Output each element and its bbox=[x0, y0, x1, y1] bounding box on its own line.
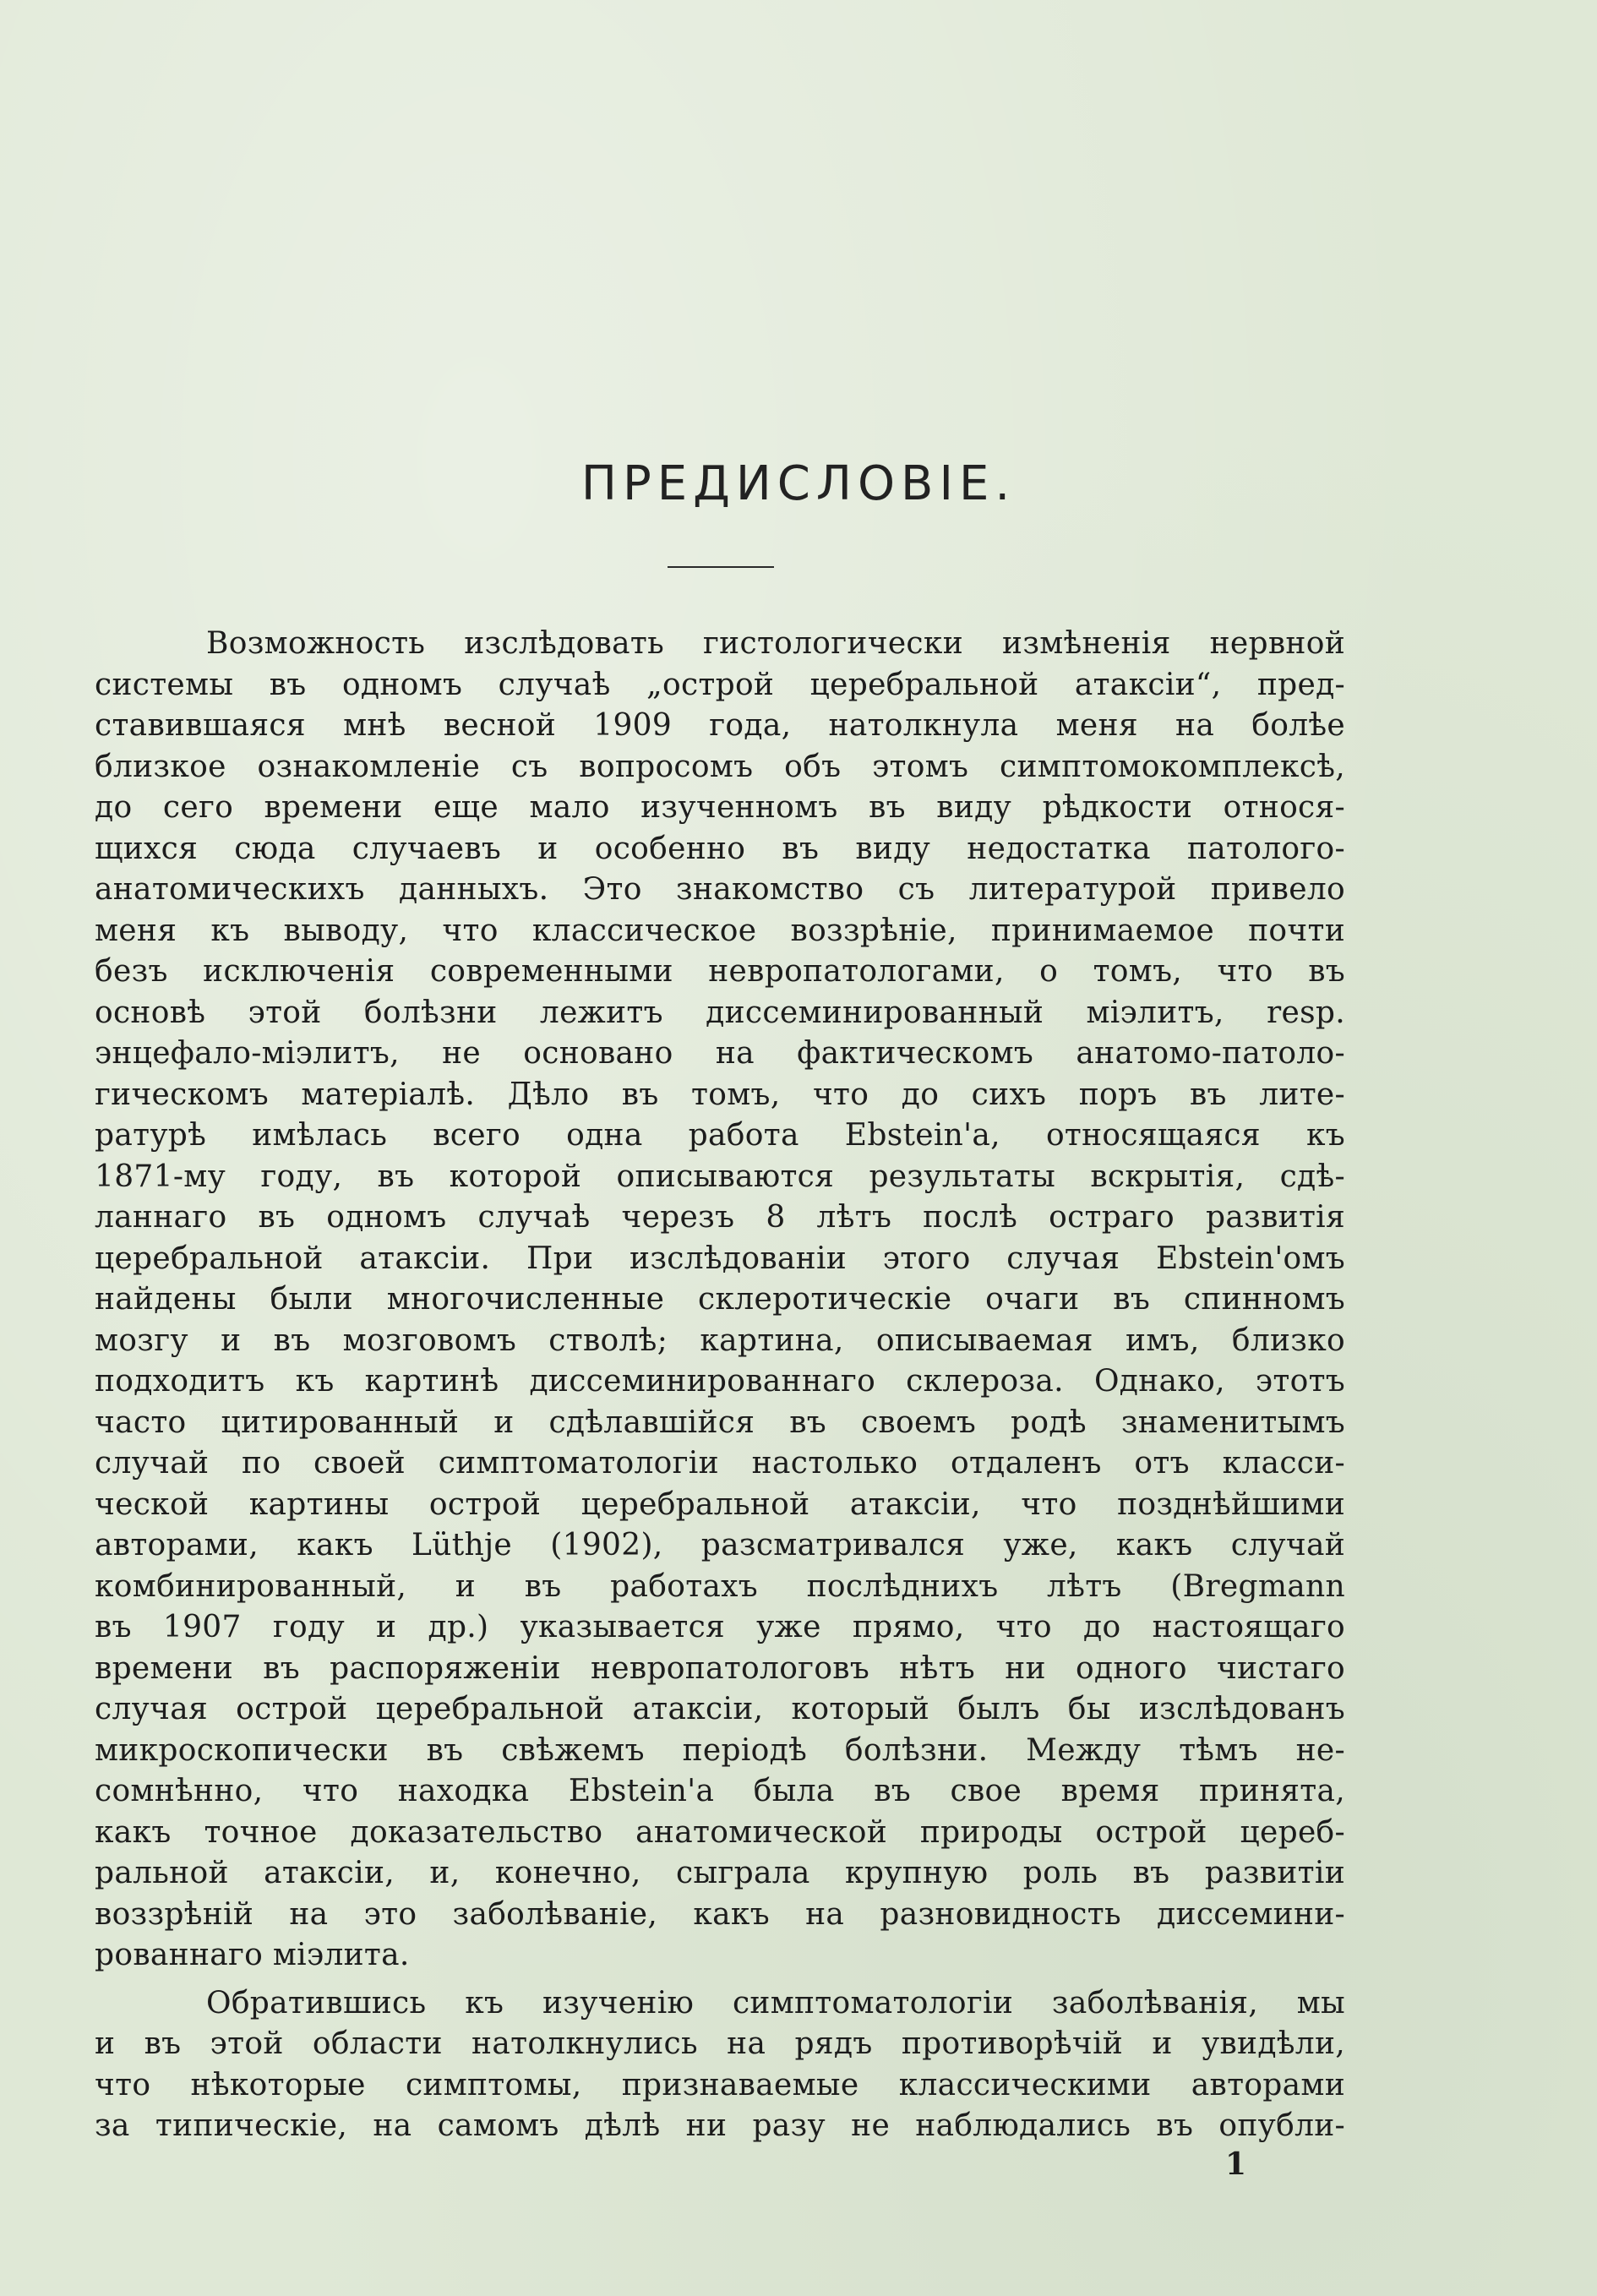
text-line: ческой картины острой церебральной атаксіи, что позднѣйшими bbox=[95, 1486, 1345, 1522]
text-line: за типическіе, на самомъ дѣлѣ ни разу не наблюдались въ опубли- bbox=[95, 2108, 1345, 2143]
text-line: безъ исключенія современными невропатологами, о томъ, что въ bbox=[95, 954, 1345, 989]
text-line: ратурѣ имѣлась всего одна работа Ebstein'а, относящаяся къ bbox=[95, 1118, 1345, 1153]
text-line: до сего времени еще мало изученномъ въ виду рѣдкости относя- bbox=[95, 790, 1345, 825]
text-line: 1871-му году, въ которой описываются результаты вскрытія, сдѣ- bbox=[95, 1159, 1345, 1194]
text-line: гическомъ матеріалѣ. Дѣло въ томъ, что до сихъ поръ въ лите- bbox=[95, 1077, 1345, 1112]
text-line: церебральной атаксіи. При изслѣдованіи этого случая Ebstein'омъ bbox=[95, 1241, 1345, 1276]
body-text bbox=[95, 624, 1345, 2147]
text-line: щихся сюда случаевъ и особенно въ виду недостатка патолого- bbox=[95, 831, 1345, 866]
text-line: сомнѣнно, что находка Ebstein'а была въ свое время принята, bbox=[95, 1774, 1345, 1808]
text-line: времени въ распоряженіи невропатологовъ нѣтъ ни одного чистаго bbox=[95, 1650, 1345, 1686]
text-line: близкое ознакомленіе съ вопросомъ объ этомъ симптомокомплексѣ, bbox=[95, 749, 1345, 784]
text-line: какъ точное доказательство анатомической природы острой цереб- bbox=[95, 1814, 1345, 1850]
title-divider bbox=[668, 566, 774, 568]
text-line: Обратившись къ изученію симптоматологіи заболѣванія, мы bbox=[206, 1985, 1345, 2021]
page-number: 1 bbox=[1224, 2146, 1246, 2182]
text-line: случая острой церебральной атаксіи, который былъ бы изслѣдованъ bbox=[95, 1692, 1345, 1726]
text-line: мозгу и въ мозговомъ стволѣ; картина, описываемая имъ, близко bbox=[95, 1323, 1345, 1358]
text-line: Возможность изслѣдовать гистологически измѣненія нервной bbox=[206, 626, 1345, 661]
text-line: ланнаго въ одномъ случаѣ черезъ 8 лѣтъ послѣ остраго развитія bbox=[95, 1200, 1345, 1235]
text-line: подходитъ къ картинѣ диссеминированнаго склероза. Однако, этотъ bbox=[95, 1364, 1345, 1399]
text-line: что нѣкоторые симптомы, признаваемые классическими авторами bbox=[95, 2067, 1345, 2102]
text-line: рованнаго міэлита. bbox=[95, 1938, 410, 1972]
text-line: и въ этой области натолкнулись на рядъ противорѣчій и увидѣли, bbox=[95, 2026, 1345, 2061]
text-line: системы въ одномъ случаѣ „острой церебральной атаксіи“, пред- bbox=[95, 667, 1345, 702]
text-line: случай по своей симптоматологіи настолько отдаленъ отъ класси- bbox=[95, 1446, 1345, 1481]
text-line: воззрѣній на это заболѣваніе, какъ на разновидность диссемини- bbox=[95, 1896, 1345, 1932]
text-line: въ 1907 году и др.) указывается уже прямо, что до настоящаго bbox=[95, 1610, 1345, 1644]
text-line: анатомическихъ данныхъ. Это знакомство съ литературой привело bbox=[95, 872, 1345, 907]
text-line: микроскопически въ свѣжемъ періодѣ болѣзни. Между тѣмъ не- bbox=[95, 1732, 1345, 1768]
page-title: ПРЕДИСЛОВІЕ. bbox=[580, 456, 1017, 511]
text-line: ральной атаксіи, и, конечно, сыграла крупную роль въ развитіи bbox=[95, 1856, 1345, 1890]
paragraph-1 bbox=[95, 624, 1345, 1977]
text-line: комбинированный, и въ работахъ послѣднихъ лѣтъ (Bregmann bbox=[95, 1568, 1345, 1604]
paragraph-2 bbox=[95, 1983, 1345, 2147]
text-line: энцефало-міэлитъ, не основано на фактическомъ анатомо-патоло- bbox=[95, 1036, 1345, 1071]
text-line: часто цитированный и сдѣлавшійся въ своемъ родѣ знаменитымъ bbox=[95, 1404, 1345, 1440]
text-line: найдены были многочисленные склеротическіе очаги въ спинномъ bbox=[95, 1282, 1345, 1317]
text-line: авторами, какъ Lüthje (1902), разсматривался уже, какъ случай bbox=[95, 1528, 1345, 1562]
text-line: основѣ этой болѣзни лежитъ диссеминированный міэлитъ, resp. bbox=[95, 995, 1345, 1030]
text-line: меня къ выводу, что классическое воззрѣніе, принимаемое почти bbox=[95, 913, 1345, 948]
text-line: ставившаяся мнѣ весной 1909 года, натолкнула меня на болѣе bbox=[95, 708, 1345, 743]
